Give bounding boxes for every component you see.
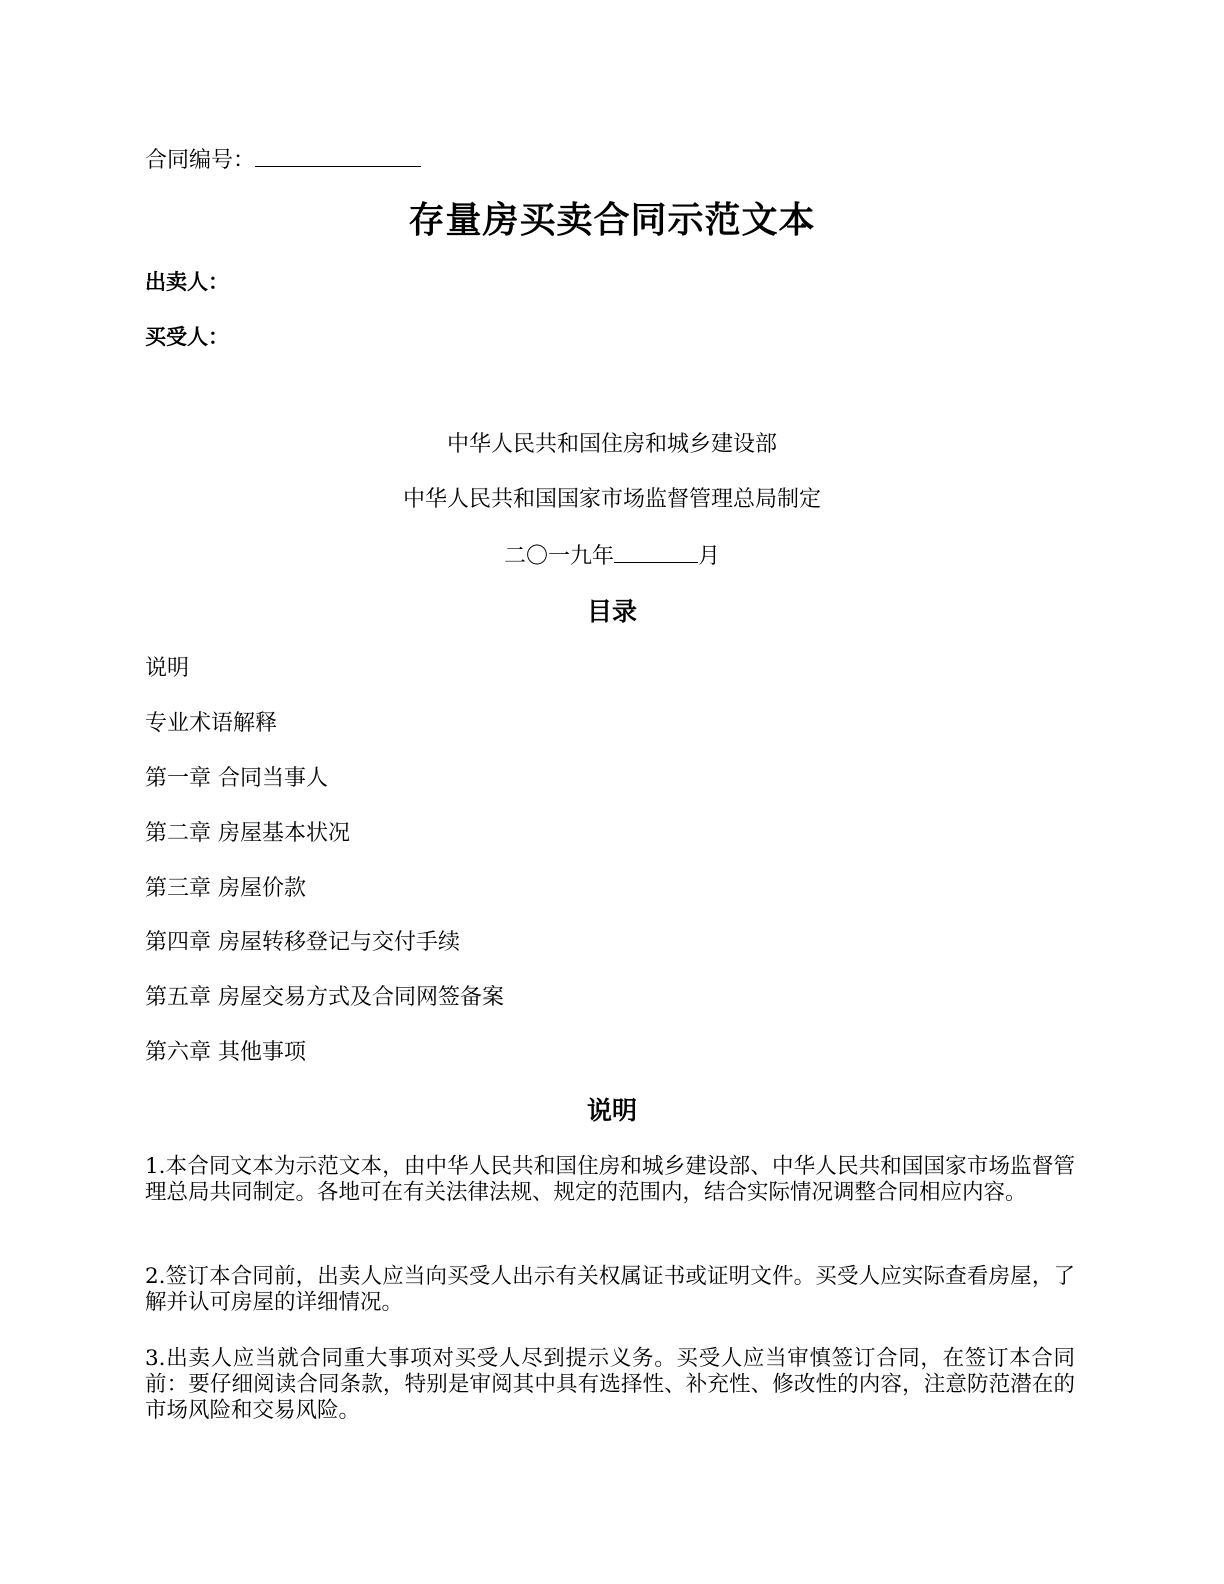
notes-paragraph: 3.出卖人应当就合同重大事项对买受人尽到提示义务。买受人应当审慎签订合同，在签订本合同前：要仔细阅读合同条款，特别是审阅其中具有选择性、补充性、修改性的内容，注意防范潜在的市场风险和交易风险。: [145, 1346, 1075, 1423]
date-suffix: 月: [698, 544, 721, 569]
contract-number-blank: [255, 144, 421, 167]
toc-item: 第三章 房屋价款: [145, 876, 306, 901]
contract-number-line: [145, 144, 421, 176]
buyer-label: 买受人：: [145, 324, 229, 349]
date-line: [0, 540, 1224, 572]
toc-item: 第六章 其他事项: [145, 1040, 306, 1065]
toc-item: 第二章 房屋基本状况: [145, 821, 350, 846]
toc-item: 第五章 房屋交易方式及合同网签备案: [145, 985, 504, 1010]
notes-paragraph: 2.签订本合同前，出卖人应当向买受人出示有关权属证书或证明文件。买受人应实际查看房屋，了解并认可房屋的详细情况。: [145, 1264, 1075, 1315]
date-prefix: 二〇一九年: [503, 544, 614, 569]
toc-item: 说明: [145, 656, 190, 681]
notes-heading: 说明: [586, 1096, 637, 1125]
toc-item: 第一章 合同当事人: [145, 766, 328, 791]
notes-paragraph: 1.本合同文本为示范文本，由中华人民共和国住房和城乡建设部、中华人民共和国国家市场监督管理总局共同制定。各地可在有关法律法规、规定的范围内，结合实际情况调整合同相应内容。: [145, 1154, 1075, 1205]
toc-heading: 目录: [586, 597, 637, 626]
contract-number-label: 合同编号：: [145, 148, 256, 173]
document-title: 存量房买卖合同示范文本: [408, 199, 816, 241]
date-month-blank: [614, 540, 698, 563]
issuer-line-1: 中华人民共和国住房和城乡建设部: [446, 432, 777, 457]
toc-item: 第四章 房屋转移登记与交付手续: [145, 930, 460, 955]
toc-item: 专业术语解释: [145, 711, 278, 736]
issuer-line-2: 中华人民共和国国家市场监督管理总局制定: [402, 487, 821, 512]
seller-label: 出卖人：: [145, 269, 229, 294]
